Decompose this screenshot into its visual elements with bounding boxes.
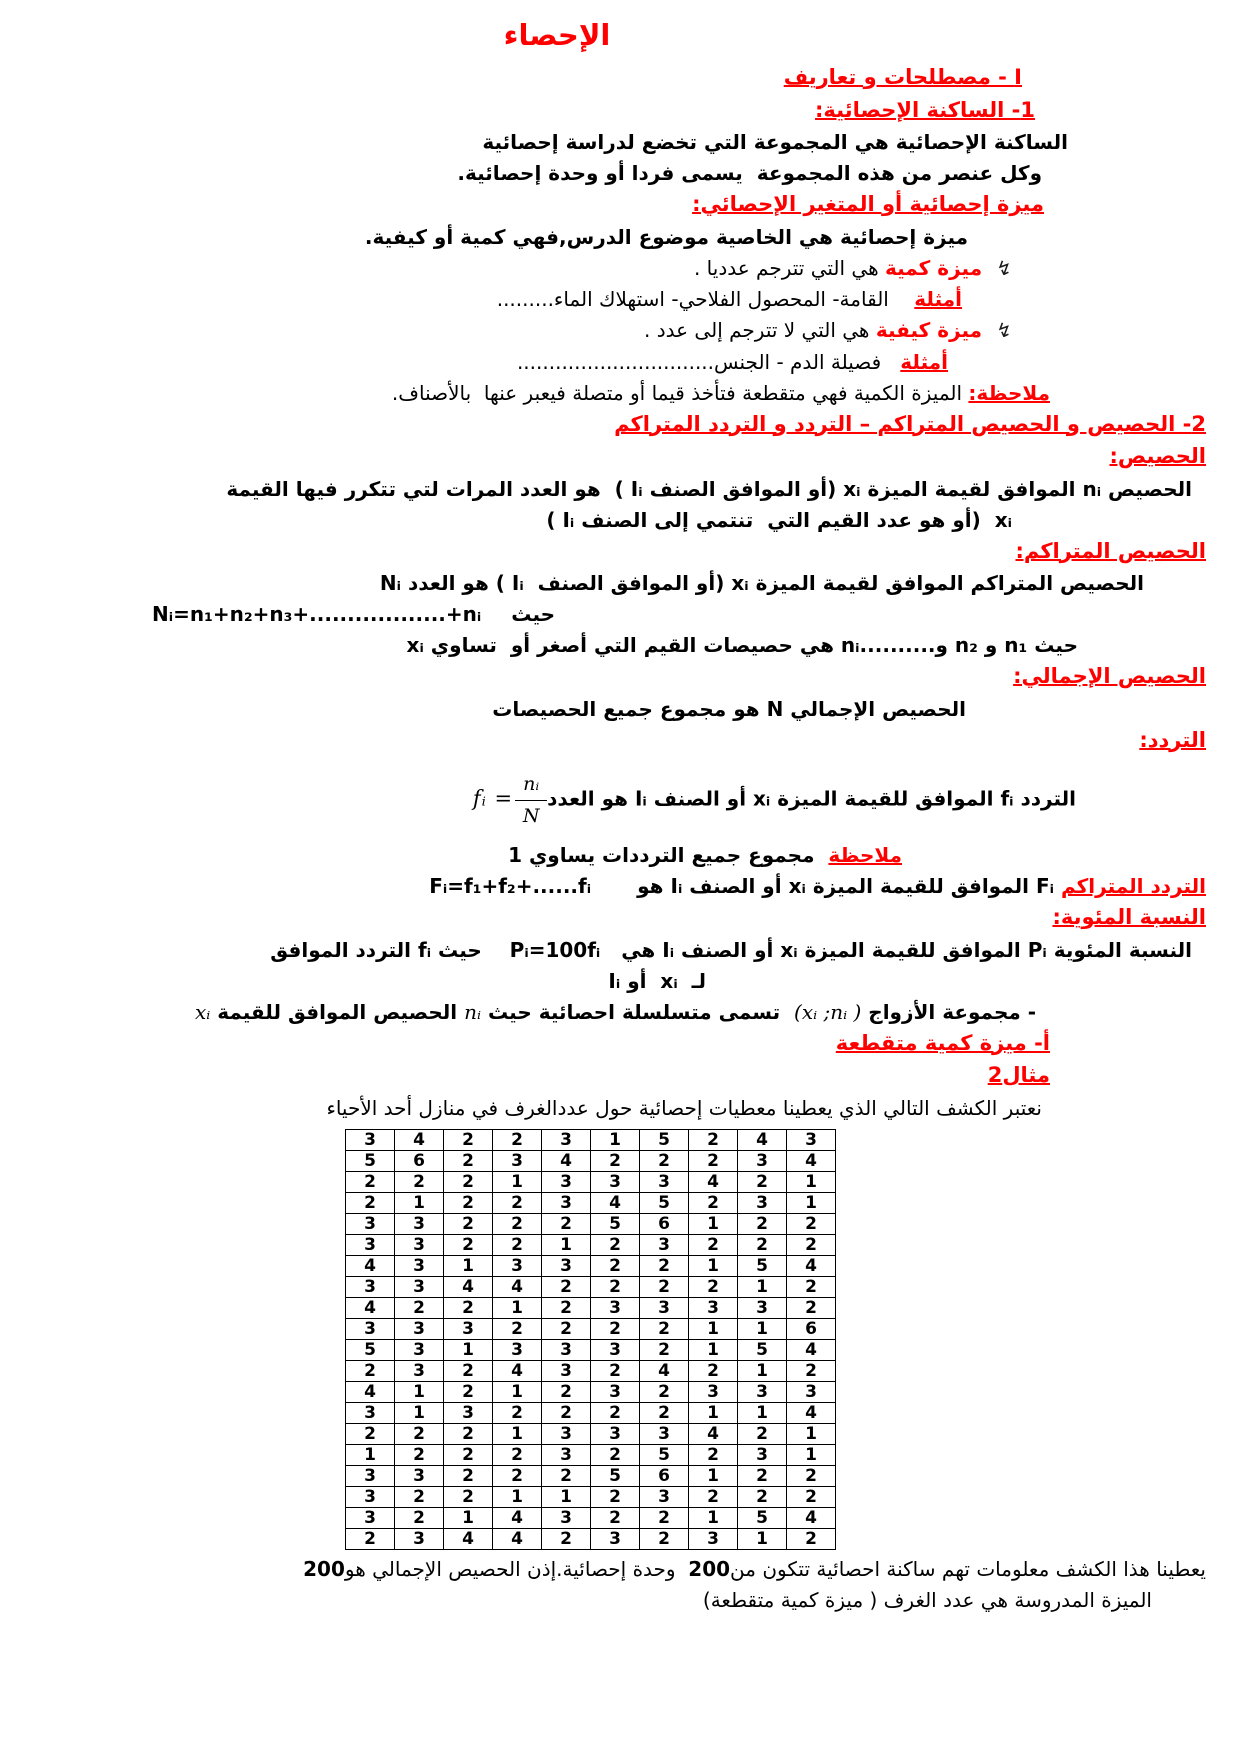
table-cell: 2 xyxy=(738,1465,787,1486)
table-cell: 3 xyxy=(346,1318,395,1339)
table-cell: 2 xyxy=(738,1423,787,1444)
rooms-table-body xyxy=(346,1129,836,1549)
pairs-series-line xyxy=(0,997,1240,1027)
table-cell: 2 xyxy=(444,1150,493,1171)
table-cell: 2 xyxy=(444,1171,493,1192)
table-cell: 2 xyxy=(689,1360,738,1381)
table-cell: 2 xyxy=(640,1528,689,1549)
table-cell: 4 xyxy=(493,1276,542,1297)
table-cell: 1 xyxy=(346,1444,395,1465)
table-cell: 2 xyxy=(591,1234,640,1255)
table-cell: 2 xyxy=(444,1360,493,1381)
table-cell: 2 xyxy=(493,1129,542,1150)
table-cell: 4 xyxy=(787,1339,836,1360)
feature-definition: ميزة إحصائية هي الخاصية موضوع الدرس,فهي كمية أو كيفية. xyxy=(364,224,968,249)
heading-total-count: الحصيص الإجمالي: xyxy=(1013,664,1206,688)
examples-label: أمثلة xyxy=(914,287,962,311)
table-row xyxy=(346,1192,836,1213)
example-intro: نعتبر الكشف التالي الذي يعطينا معطيات إحصائية حول عددالغرف في منازل أحد الأحياء xyxy=(326,1095,1042,1120)
table-cell: 2 xyxy=(640,1255,689,1276)
table-cell: 1 xyxy=(444,1255,493,1276)
quantitative-feature-label: ميزة كمية xyxy=(884,255,983,280)
table-cell: 3 xyxy=(640,1486,689,1507)
table-cell: 2 xyxy=(640,1381,689,1402)
note-text: الميزة الكمية فهي متقطعة فتأخذ قيما أو متصلة فيعبر عنها بالأصناف. xyxy=(391,380,969,405)
table-cell: 2 xyxy=(689,1234,738,1255)
table-cell: 2 xyxy=(787,1234,836,1255)
table-cell: 1 xyxy=(787,1444,836,1465)
table-cell: 2 xyxy=(640,1150,689,1171)
table-cell: 1 xyxy=(738,1318,787,1339)
table-row xyxy=(346,1381,836,1402)
table-row xyxy=(346,1318,836,1339)
table-cell: 2 xyxy=(591,1507,640,1528)
percentage-definition-1: النسبة المئوية Pᵢ الموافق للقيمة الميزة xᵢ أو الصنف Iᵢ هي Pᵢ=100fᵢ حيث fᵢ التردد الموافق xyxy=(270,937,1192,962)
table-cell: 2 xyxy=(395,1507,444,1528)
heading-cumulative-count: الحصيص المتراكم: xyxy=(1015,538,1206,563)
table-cell: 3 xyxy=(493,1255,542,1276)
quantitative-feature-line xyxy=(0,253,1240,284)
page-title: الإحصاء xyxy=(503,18,611,52)
table-cell: 4 xyxy=(689,1423,738,1444)
table-cell: 2 xyxy=(689,1276,738,1297)
table-cell: 2 xyxy=(444,1486,493,1507)
table-cell: 2 xyxy=(493,1444,542,1465)
heading-example-2: مثال2 xyxy=(987,1063,1050,1087)
table-cell: 3 xyxy=(738,1297,787,1318)
heading-percentage: النسبة المئوية: xyxy=(1052,905,1206,929)
qualitative-examples-text: فصيلة الدم - الجنس............................... xyxy=(516,349,901,374)
table-cell: 2 xyxy=(395,1171,444,1192)
table-cell: 3 xyxy=(738,1150,787,1171)
table-cell: 3 xyxy=(395,1213,444,1234)
table-cell: 3 xyxy=(787,1129,836,1150)
table-cell: 2 xyxy=(787,1528,836,1549)
table-cell: 2 xyxy=(591,1360,640,1381)
example-conclusion-2: الميزة المدروسة هي عدد الغرف ( ميزة كمية متقطعة) xyxy=(702,1587,1152,1612)
table-cell: 1 xyxy=(444,1507,493,1528)
table-cell: 5 xyxy=(640,1192,689,1213)
frequency-note-line xyxy=(0,840,1240,870)
table-cell: 5 xyxy=(640,1129,689,1150)
table-cell: 2 xyxy=(395,1297,444,1318)
table-cell: 2 xyxy=(444,1444,493,1465)
table-cell: 3 xyxy=(395,1360,444,1381)
table-cell: 1 xyxy=(738,1528,787,1549)
note-label: ملاحظة: xyxy=(968,380,1050,405)
table-cell: 3 xyxy=(738,1381,787,1402)
table-cell: 2 xyxy=(395,1444,444,1465)
table-row xyxy=(346,1528,836,1549)
table-cell: 1 xyxy=(738,1402,787,1423)
conclusion-text-b: وحدة إحصائية.إذن الحصيص الإجمالي هو xyxy=(344,1556,689,1581)
table-cell: 1 xyxy=(689,1213,738,1234)
table-cell: 4 xyxy=(689,1171,738,1192)
table-cell: 2 xyxy=(542,1276,591,1297)
table-cell: 1 xyxy=(542,1486,591,1507)
frequency-definition-line xyxy=(0,770,1240,830)
percentage-definition-2: لـ xᵢ أو Iᵢ xyxy=(608,968,706,993)
table-cell: 2 xyxy=(738,1213,787,1234)
table-cell: 3 xyxy=(346,1213,395,1234)
table-cell: 2 xyxy=(738,1486,787,1507)
table-cell: 3 xyxy=(542,1360,591,1381)
table-cell: 4 xyxy=(591,1192,640,1213)
heading-count: الحصيص: xyxy=(1109,444,1206,468)
table-cell: 4 xyxy=(542,1150,591,1171)
cumulative-count-definition: الحصيص المتراكم الموافق لقيمة الميزة xᵢ (أو الموافق الصنف Iᵢ ) هو العدد Nᵢ xyxy=(379,571,1144,595)
table-cell: 2 xyxy=(689,1444,738,1465)
table-cell: 2 xyxy=(493,1192,542,1213)
heading-statistical-feature: ميزة إحصائية أو المتغير الإحصائي: xyxy=(692,192,1044,216)
qualitative-examples-line xyxy=(0,347,1240,377)
frequency-definition-text: التردد fᵢ الموافق للقيمة الميزة xᵢ أو الصنف Iᵢ هو العدد xyxy=(547,786,1076,811)
table-cell: 2 xyxy=(640,1318,689,1339)
table-cell: 2 xyxy=(542,1381,591,1402)
table-cell: 2 xyxy=(689,1192,738,1213)
table-cell: 4 xyxy=(787,1507,836,1528)
table-cell: 3 xyxy=(346,1507,395,1528)
table-row xyxy=(346,1360,836,1381)
table-cell: 1 xyxy=(689,1318,738,1339)
table-cell: 5 xyxy=(346,1150,395,1171)
table-cell: 3 xyxy=(346,1465,395,1486)
table-cell: 3 xyxy=(395,1234,444,1255)
table-cell: 3 xyxy=(640,1171,689,1192)
count-definition-2: xᵢ (أو هو عدد القيم التي تنتمي إلى الصنف Iᵢ ) xyxy=(546,507,1012,532)
heading-terms-definitions: I - مصطلحات و تعاريف xyxy=(783,65,1022,89)
total-count-definition: الحصيص الإجمالي N هو مجموع جميع الحصيصات xyxy=(492,696,966,721)
heading-statistical-population: 1- الساكنة الإحصائية: xyxy=(815,97,1035,122)
table-cell: 3 xyxy=(542,1339,591,1360)
cumulative-frequency-line xyxy=(0,871,1240,901)
frequency-note-text: مجموع جميع الترددات يساوي 1 xyxy=(508,843,829,867)
heading-counts-frequencies: 2- الحصيص و الحصيص المتراكم – التردد و التردد المتراكم xyxy=(614,411,1206,436)
table-cell: 2 xyxy=(542,1297,591,1318)
table-cell: 3 xyxy=(591,1339,640,1360)
table-cell: 2 xyxy=(738,1234,787,1255)
table-cell: 3 xyxy=(493,1339,542,1360)
table-cell: 1 xyxy=(542,1234,591,1255)
qualitative-feature-desc: هي التي لا تترجم إلى عدد . xyxy=(644,318,876,342)
table-cell: 4 xyxy=(493,1360,542,1381)
table-cell: 3 xyxy=(395,1255,444,1276)
table-cell: 2 xyxy=(346,1528,395,1549)
table-cell: 3 xyxy=(591,1171,640,1192)
table-cell: 6 xyxy=(787,1318,836,1339)
table-cell: 3 xyxy=(395,1318,444,1339)
table-cell: 2 xyxy=(493,1234,542,1255)
table-row xyxy=(346,1129,836,1150)
table-cell: 1 xyxy=(738,1360,787,1381)
table-cell: 1 xyxy=(395,1381,444,1402)
table-cell: 2 xyxy=(689,1129,738,1150)
zigzag-arrow-icon: ↯ xyxy=(994,318,1014,344)
table-cell: 1 xyxy=(395,1192,444,1213)
table-cell: 4 xyxy=(395,1129,444,1150)
table-cell: 2 xyxy=(640,1402,689,1423)
fraction-numerator: nᵢ xyxy=(515,770,547,801)
table-cell: 3 xyxy=(738,1444,787,1465)
table-cell: 2 xyxy=(689,1486,738,1507)
table-cell: 2 xyxy=(787,1297,836,1318)
table-cell: 1 xyxy=(493,1381,542,1402)
table-cell: 3 xyxy=(738,1192,787,1213)
heading-frequency: التردد: xyxy=(1139,727,1206,752)
table-cell: 2 xyxy=(591,1402,640,1423)
table-cell: 6 xyxy=(640,1213,689,1234)
table-cell: 4 xyxy=(444,1276,493,1297)
table-cell: 1 xyxy=(689,1507,738,1528)
table-cell: 2 xyxy=(444,1234,493,1255)
table-cell: 2 xyxy=(395,1423,444,1444)
fraction-denominator: N xyxy=(522,804,540,827)
table-cell: 2 xyxy=(591,1444,640,1465)
table-cell: 4 xyxy=(346,1297,395,1318)
table-cell: 4 xyxy=(738,1129,787,1150)
qualitative-feature-label: ميزة كيفية xyxy=(875,318,983,342)
zigzag-arrow-icon: ↯ xyxy=(994,256,1014,281)
table-row xyxy=(346,1507,836,1528)
table-cell: 4 xyxy=(787,1150,836,1171)
table-cell: 3 xyxy=(542,1255,591,1276)
table-cell: 2 xyxy=(346,1423,395,1444)
table-cell: 1 xyxy=(444,1339,493,1360)
table-cell: 2 xyxy=(591,1150,640,1171)
table-row xyxy=(346,1402,836,1423)
table-cell: 2 xyxy=(689,1150,738,1171)
table-cell: 3 xyxy=(689,1528,738,1549)
table-cell: 3 xyxy=(640,1234,689,1255)
heading-discrete-quantitative: أ- ميزة كمية متقطعة xyxy=(835,1030,1050,1055)
note-line xyxy=(0,378,1240,408)
table-cell: 3 xyxy=(346,1234,395,1255)
cumulative-count-formula: Nᵢ=n₁+n₂+n₃+..................+nᵢ xyxy=(152,602,482,626)
table-cell: 4 xyxy=(787,1255,836,1276)
table-cell: 3 xyxy=(591,1297,640,1318)
table-cell: 2 xyxy=(591,1318,640,1339)
rooms-table-wrapper xyxy=(345,1129,1240,1550)
table-cell: 3 xyxy=(640,1297,689,1318)
table-cell: 2 xyxy=(444,1423,493,1444)
table-cell: 3 xyxy=(542,1423,591,1444)
table-cell: 3 xyxy=(591,1381,640,1402)
table-row xyxy=(346,1444,836,1465)
table-cell: 1 xyxy=(591,1129,640,1150)
cumulative-frequency-text: Fᵢ الموافق للقيمة الميزة xᵢ أو الصنف Iᵢ هو xyxy=(637,874,1061,898)
population-definition-1: الساكنة الإحصائية هي المجموعة التي تخضع لدراسة إحصائية xyxy=(482,130,1068,154)
table-row xyxy=(346,1423,836,1444)
table-cell: 2 xyxy=(444,1465,493,1486)
table-row xyxy=(346,1339,836,1360)
table-cell: 2 xyxy=(542,1318,591,1339)
table-row xyxy=(346,1276,836,1297)
table-cell: 3 xyxy=(444,1318,493,1339)
table-cell: 4 xyxy=(640,1360,689,1381)
table-row xyxy=(346,1171,836,1192)
table-cell: 2 xyxy=(395,1486,444,1507)
table-cell: 4 xyxy=(493,1528,542,1549)
table-cell: 3 xyxy=(689,1297,738,1318)
population-size-value: 200 xyxy=(688,1556,731,1581)
table-cell: 3 xyxy=(395,1528,444,1549)
table-cell: 5 xyxy=(738,1339,787,1360)
total-count-value: 200 xyxy=(303,1556,345,1581)
table-cell: 4 xyxy=(444,1528,493,1549)
frequency-formula xyxy=(473,770,547,830)
table-cell: 3 xyxy=(542,1444,591,1465)
table-row xyxy=(346,1150,836,1171)
examples-label: أمثلة xyxy=(900,349,948,374)
table-cell: 2 xyxy=(738,1171,787,1192)
table-cell: 1 xyxy=(493,1297,542,1318)
table-cell: 1 xyxy=(689,1465,738,1486)
table-cell: 1 xyxy=(787,1171,836,1192)
table-cell: 1 xyxy=(493,1486,542,1507)
table-cell: 1 xyxy=(689,1402,738,1423)
table-cell: 2 xyxy=(444,1129,493,1150)
table-cell: 3 xyxy=(542,1171,591,1192)
pairs-math-couple: (xᵢ ;nᵢ ) xyxy=(794,999,862,1024)
table-row xyxy=(346,1234,836,1255)
where-word: حيث xyxy=(511,602,556,626)
table-cell: 4 xyxy=(346,1381,395,1402)
table-cell: 5 xyxy=(640,1444,689,1465)
pairs-text-mid: تسمى متسلسلة احصائية حيث xyxy=(481,999,795,1024)
table-cell: 1 xyxy=(787,1423,836,1444)
table-cell: 3 xyxy=(346,1486,395,1507)
table-cell: 2 xyxy=(444,1297,493,1318)
table-cell: 1 xyxy=(738,1276,787,1297)
table-cell: 6 xyxy=(395,1150,444,1171)
table-cell: 5 xyxy=(738,1255,787,1276)
table-cell: 3 xyxy=(787,1381,836,1402)
table-cell: 6 xyxy=(640,1465,689,1486)
rooms-data-table xyxy=(345,1129,836,1550)
table-cell: 2 xyxy=(640,1507,689,1528)
table-cell: 3 xyxy=(395,1339,444,1360)
table-cell: 2 xyxy=(591,1276,640,1297)
qualitative-feature-line xyxy=(0,315,1240,346)
pairs-math-xi: xᵢ xyxy=(194,999,211,1024)
table-cell: 3 xyxy=(346,1276,395,1297)
table-cell: 2 xyxy=(346,1171,395,1192)
table-cell: 1 xyxy=(395,1402,444,1423)
table-cell: 2 xyxy=(493,1402,542,1423)
table-cell: 3 xyxy=(542,1192,591,1213)
quantitative-feature-desc: هي التي تترجم عدديا . xyxy=(693,255,885,280)
table-cell: 3 xyxy=(395,1465,444,1486)
table-cell: 2 xyxy=(787,1360,836,1381)
cumulative-count-explanation: حيث n₁ و n₂ و..........nᵢ هي حصيصات القيم التي أصغر أو تساوي xᵢ xyxy=(406,633,1078,657)
table-row xyxy=(346,1297,836,1318)
table-cell: 2 xyxy=(346,1360,395,1381)
table-cell: 1 xyxy=(493,1171,542,1192)
pairs-math-ni: nᵢ xyxy=(464,999,482,1024)
table-cell: 2 xyxy=(493,1213,542,1234)
cumulative-frequency-label: التردد المتراكم xyxy=(1060,874,1206,898)
table-cell: 5 xyxy=(591,1465,640,1486)
table-cell: 2 xyxy=(493,1318,542,1339)
table-cell: 5 xyxy=(346,1339,395,1360)
table-cell: 3 xyxy=(640,1423,689,1444)
table-cell: 3 xyxy=(444,1402,493,1423)
pairs-text-pre: - مجموعة الأزواج xyxy=(861,999,1036,1024)
pairs-text-post: الحصيص الموافق للقيمة xyxy=(210,999,465,1024)
table-cell: 2 xyxy=(591,1255,640,1276)
table-cell: 2 xyxy=(787,1465,836,1486)
table-cell: 3 xyxy=(689,1381,738,1402)
table-cell: 2 xyxy=(640,1276,689,1297)
table-row xyxy=(346,1213,836,1234)
table-cell: 3 xyxy=(591,1528,640,1549)
table-cell: 2 xyxy=(542,1465,591,1486)
table-cell: 3 xyxy=(493,1150,542,1171)
table-cell: 5 xyxy=(591,1213,640,1234)
table-row xyxy=(346,1255,836,1276)
table-cell: 2 xyxy=(787,1486,836,1507)
table-cell: 2 xyxy=(444,1381,493,1402)
table-cell: 2 xyxy=(444,1213,493,1234)
table-cell: 4 xyxy=(493,1507,542,1528)
table-cell: 1 xyxy=(787,1192,836,1213)
table-cell: 3 xyxy=(542,1507,591,1528)
table-cell: 2 xyxy=(346,1192,395,1213)
table-cell: 2 xyxy=(787,1213,836,1234)
table-row xyxy=(346,1465,836,1486)
frequency-formula-lhs: fᵢ = xyxy=(472,786,514,811)
quantitative-examples-text: القامة- المحصول الفلاحي- استهلاك الماء......... xyxy=(496,287,915,311)
example-conclusion-1 xyxy=(0,1554,1240,1584)
table-cell: 3 xyxy=(395,1276,444,1297)
table-row xyxy=(346,1486,836,1507)
cumulative-frequency-formula: Fᵢ=f₁+f₂+......fᵢ xyxy=(429,874,592,898)
table-cell: 2 xyxy=(591,1486,640,1507)
table-cell: 4 xyxy=(346,1255,395,1276)
table-cell: 3 xyxy=(591,1423,640,1444)
table-cell: 2 xyxy=(640,1339,689,1360)
table-cell: 3 xyxy=(542,1129,591,1150)
table-cell: 4 xyxy=(787,1402,836,1423)
table-cell: 2 xyxy=(542,1213,591,1234)
table-cell: 5 xyxy=(738,1507,787,1528)
table-cell: 1 xyxy=(493,1423,542,1444)
frequency-fraction xyxy=(515,770,547,830)
table-cell: 2 xyxy=(542,1402,591,1423)
table-cell: 3 xyxy=(346,1402,395,1423)
quantitative-examples-line xyxy=(0,284,1240,314)
table-cell: 3 xyxy=(346,1129,395,1150)
note-label: ملاحظة xyxy=(828,843,902,867)
table-cell: 2 xyxy=(542,1528,591,1549)
table-cell: 1 xyxy=(689,1339,738,1360)
table-cell: 2 xyxy=(444,1192,493,1213)
table-cell: 2 xyxy=(493,1465,542,1486)
population-definition-2: وكل عنصر من هذه المجموعة يسمى فردا أو وحدة إحصائية. xyxy=(457,161,1042,185)
table-cell: 1 xyxy=(689,1255,738,1276)
conclusion-text-a: يعطينا هذا الكشف معلومات تهم ساكنة احصائية تتكون من xyxy=(730,1556,1206,1581)
cumulative-count-formula-line xyxy=(0,599,1240,629)
table-cell: 2 xyxy=(787,1276,836,1297)
count-definition-1: الحصيص nᵢ الموافق لقيمة الميزة xᵢ (أو الموافق الصنف Iᵢ ) هو العدد المرات لتي تتكرر فيها القيمة xyxy=(226,476,1192,501)
